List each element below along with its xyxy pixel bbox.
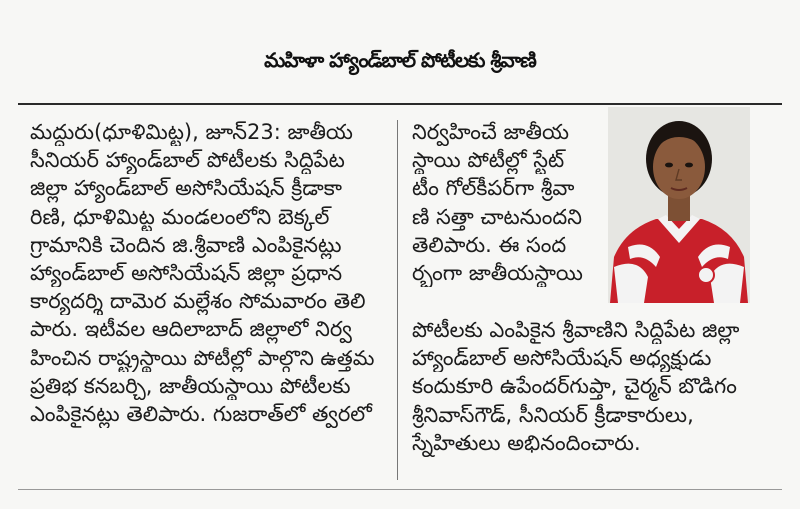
text-line: హ్యాండ్‌బాల్ అసోసియేషన్ అధ్యక్షుడు <box>412 346 712 371</box>
text-line: నిర్వహించే జాతీయ <box>412 120 569 144</box>
text-line: కార్యదర్శి దామెర మల్లేశం సోమవారం తెలి <box>30 289 366 314</box>
column-divider <box>397 120 398 480</box>
text-line: రిణి, ధూళిమిట్ట మండలంలోని బెక్కల్ <box>30 204 330 229</box>
text-line: సీనియర్ హ్యాండ్‌బాల్ పోటీలకు సిద్దిపేట <box>30 148 345 173</box>
text-line: ణి సత్తా చాటనుందని <box>412 204 582 229</box>
text-line: కందుకూరి ఉపేందర్‌గుప్తా, చైర్మన్ బొడిగం <box>412 374 737 399</box>
text-line: స్థాయి పోటీల్లో స్టేట్ <box>412 148 565 173</box>
text-line: జిల్లా హ్యాండ్‌బాల్ అసోసియేషన్ క్రీడాకా <box>30 176 342 201</box>
text-line: ఎంపికైనట్లు తెలిపారు. గుజరాత్‌లో త్వరలో <box>30 401 372 426</box>
athlete-portrait-icon <box>608 107 750 303</box>
athlete-photo <box>608 107 750 303</box>
text-line: పోటీలకు ఎంపికైన శ్రీవాణిని సిద్దిపేట జిల్లా <box>412 318 740 342</box>
text-line: తెలిపారు. ఈ సంద <box>412 232 567 257</box>
text-line: ప్రతిభ కనబర్చి, జాతీయస్థాయి పోటీలకు <box>30 373 351 398</box>
left-column <box>30 118 382 428</box>
bottom-rule <box>18 489 782 490</box>
text-line: గ్రామానికి చెందిన జి.శ్రీవాణి ఎంపికైనట్లు <box>30 232 342 257</box>
right-column-bottom <box>412 316 774 457</box>
right-column-top <box>412 118 608 287</box>
text-line: శ్రీనివాస్‌గౌడ్, సీనియర్ క్రీడాకారులు, <box>412 402 694 427</box>
headline: మహిళా హ్యాండ్‌బాల్ పోటీలకు శ్రీవాణి <box>264 48 536 72</box>
text-line: మద్దురు(ధూళిమిట్ట), జూన్23: జాతీయ <box>30 120 353 144</box>
text-line: ర్భంగా జాతీయస్థాయి <box>412 260 583 285</box>
text-line: స్నేహితులు అభినందించారు. <box>412 430 641 455</box>
text-line: టీం గోల్‌కీపర్‌గా శ్రీవా <box>412 176 575 201</box>
text-line: హ్యాండ్‌బాల్ అసోసియేషన్ జిల్లా ప్రధాన <box>30 260 343 285</box>
headline-rule <box>18 103 782 105</box>
text-line: హించిన రాష్ట్రస్థాయి పోటీల్లో పాల్గొని ఉత్తమ <box>30 345 375 370</box>
text-line: పారు. ఇటీవల ఆదిలాబాద్ జిల్లాలో నిర్వ <box>30 317 352 342</box>
